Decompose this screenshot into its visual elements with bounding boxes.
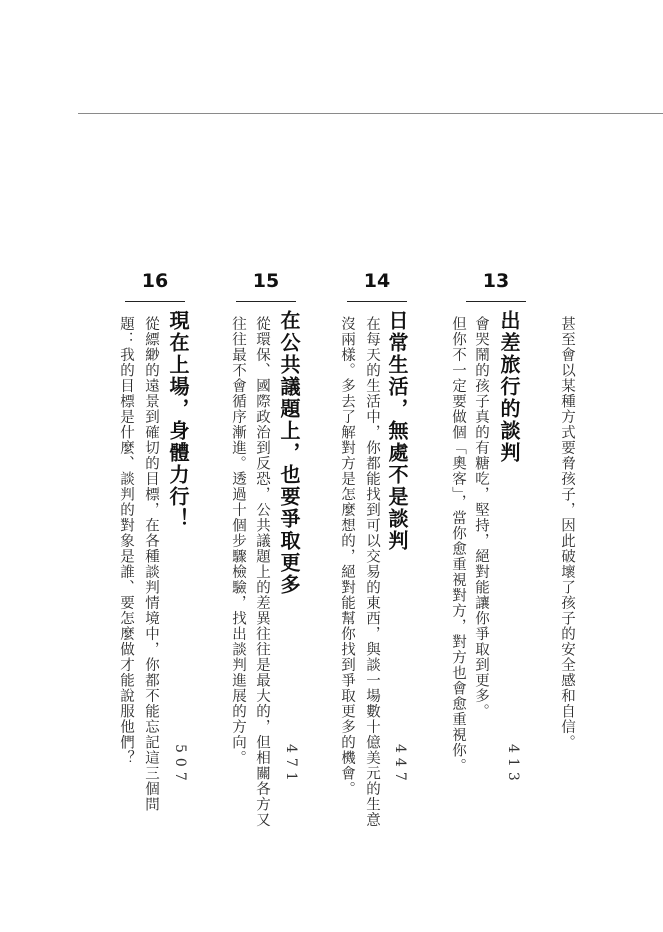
chapter-line: 往往最不會循序漸進。透過十個步驟檢驗，找出談判進展的方向。: [230, 316, 246, 766]
chapter-line: 在每天的生活中，你都能找到可以交易的東西，與談一場數十億美元的生意: [364, 316, 380, 828]
chapter-number: 15: [252, 270, 280, 292]
chapter-page: 447: [392, 744, 408, 786]
chapter-rule: [347, 301, 407, 302]
chapter-rule: [236, 301, 296, 302]
chapter-page: 507: [172, 744, 188, 786]
chapter-title: 出差旅行的談判: [497, 310, 521, 464]
chapter-title: 現在上場，身體力行！: [166, 310, 190, 530]
chapter-rule: [125, 301, 185, 302]
chapter-line: 從縹緲的遠景到確切的目標，在各種談判情境中，你都不能忘記這三個問: [143, 316, 159, 812]
chapter-line: 題：我的目標是什麼、談判的對象是誰、要怎麼做才能說服他們？: [118, 316, 134, 766]
chapter-rule: [466, 301, 526, 302]
top-rule: [78, 113, 663, 114]
intro-text: 甚至會以某種方式要脅孩子，因此破壞了孩子的安全感和自信。: [559, 316, 575, 750]
chapter-page: 413: [505, 744, 521, 786]
chapter-page: 471: [283, 744, 299, 786]
chapter-line: 會哭鬧的孩子真的有糖吃，堅持，絕對能讓你爭取到更多。: [473, 316, 489, 719]
chapter-line: 沒兩樣。多去了解對方是怎麼想的，絕對能幫你找到爭取更多的機會。: [339, 316, 355, 797]
chapter-line: 從環保、國際政治到反恐，公共議題上的差異往往是最大的，但相關各方又: [254, 316, 270, 828]
chapter-number: 13: [482, 270, 510, 292]
chapter-title: 在公共議題上，也要爭取更多: [277, 310, 301, 596]
chapter-number: 14: [363, 270, 391, 292]
chapter-title: 日常生活，無處不是談判: [385, 310, 409, 552]
chapter-line: 但你不一定要做個「奧客」，當你愈重視對方，對方也會愈重視你。: [450, 316, 466, 774]
chapter-number: 16: [141, 270, 169, 292]
